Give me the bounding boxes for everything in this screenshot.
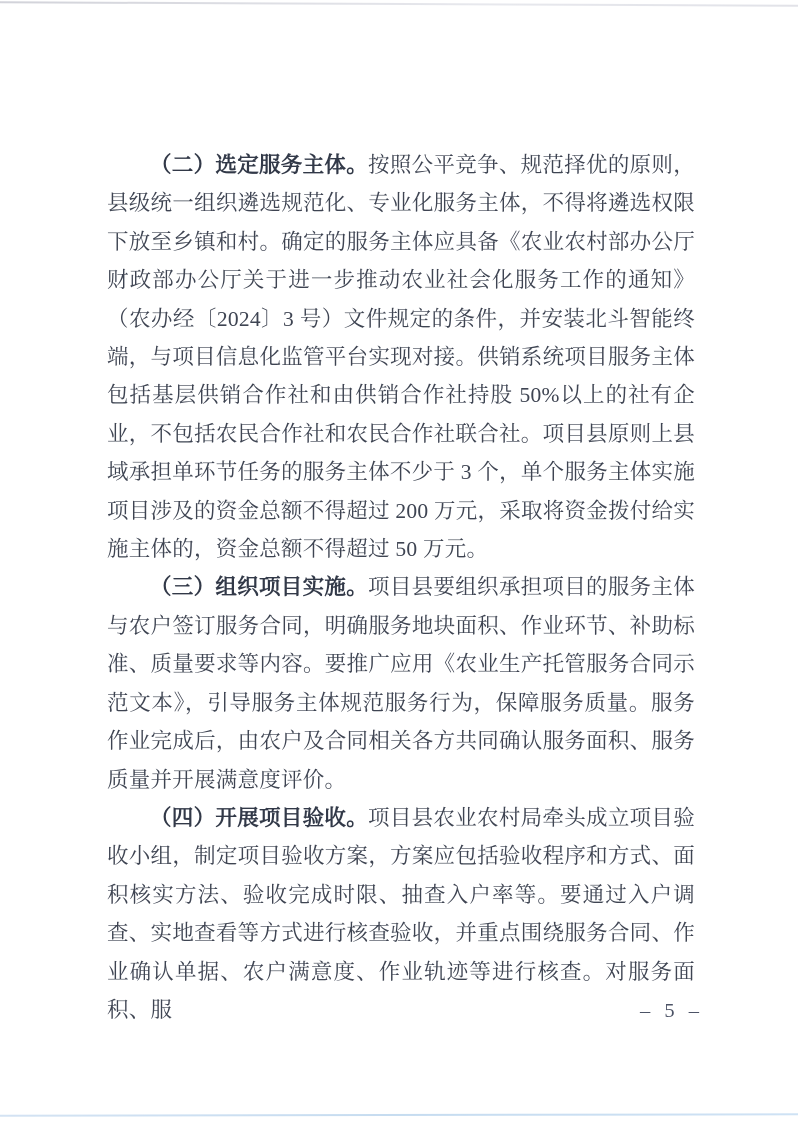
paragraph-heading: （二）选定服务主体。 [150,153,369,177]
paragraph-text: 项目县要组织承担项目的服务主体与农户签订服务合同，明确服务地块面积、作业环节、补助标准、质量要求等内容。要推广应用《农业生产托管服务合同示范文本》，引导服务主体规范服务行为，保障服务质量。服务作业完成后，由农户及合同相关各方共同确认服务面积、服务质量并开展满意度评价。 [107,575,695,792]
document-body [107,146,695,1029]
paragraph-3-organize-implementation [107,568,695,798]
scan-edge-bottom-line [0,1113,798,1116]
paragraph-2-select-service-entities [107,146,695,568]
paragraph-heading: （四）开展项目验收。 [150,805,369,830]
paragraph-4-project-acceptance [107,799,695,1029]
page-number: – 5 – [640,1000,700,1022]
scan-edge-top-line [0,1,798,7]
paragraph-text: 项目县农业农村局牵头成立项目验收小组，制定项目验收方案，方案应包括验收程序和方式、面积核实方法、验收完成时限、抽查入户率等。要通过入户调查、实地查看等方式进行核查验收，并重点围绕服务合同、作业确认单据、农户满意度、作业轨迹等进行核查。对服务面积、服 [107,805,695,1022]
paragraph-text: 按照公平竞争、规范择优的原则，县级统一组织遴选规范化、专业化服务主体，不得将遴选权限下放至乡镇和村。确定的服务主体应具备《农业农村部办公厅财政部办公厅关于进一步推动农业社会化服务工作的通知》（农办经〔2024〕3 号）文件规定的条件，并安装北斗智能终端，与项目信息化监管平台实现对接。供销系统项目服务主体包括基层供销合作社和由供销合作社持股 50%以上的社有企业，不包括农民合作社和农民合作社联合社。项目县原则上县域承担单环节任务的服务主体不少于 3 个，单个服务主体实施项目涉及的资金总额不得超过 200 万元，采取将资金拨付给实施主体的，资金总额不得超过 50 万元。 [107,153,696,562]
paragraph-heading: （三）组织项目实施。 [150,575,369,600]
